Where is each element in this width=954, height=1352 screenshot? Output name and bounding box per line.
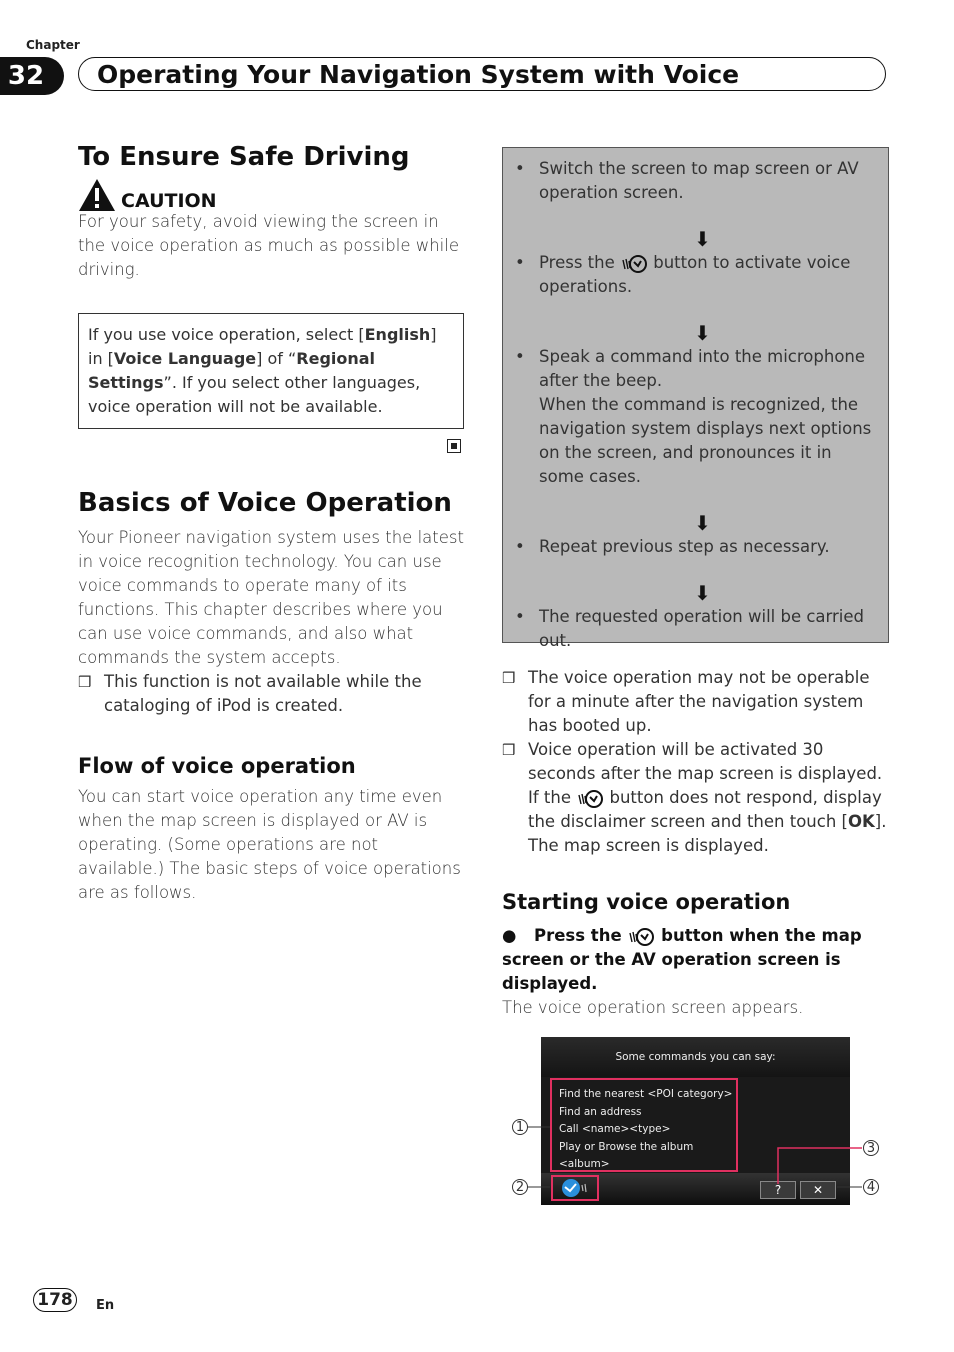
note-mark-icon: ❒: [502, 741, 516, 759]
step-2-text: Press the: [539, 253, 615, 272]
step-2-text: button to activate voice operations.: [539, 253, 851, 296]
page-number: 178: [33, 1288, 77, 1312]
voice-language-option: Voice Language: [113, 349, 257, 368]
step-3-text: Speak a command into the microphone after the beep.: [539, 347, 866, 390]
basics-text: Your Pioneer navigation system uses the latest in voice recognition technology. You can use voice commands to operate many of its functions. This chapter describes where you can use voice commands, and also what commands the system accepts.: [78, 528, 464, 667]
note-mark-icon: ❒: [78, 673, 92, 691]
down-arrow-icon: ⬇: [694, 321, 711, 345]
caution-text: For your safety, avoid viewing the screen in the voice operation as much as possible while driving.: [78, 212, 459, 279]
end-mark-icon: [447, 439, 461, 453]
starting-section: [502, 890, 888, 1020]
step-bullet: •: [515, 159, 525, 178]
down-arrow-icon: ⬇: [694, 511, 711, 535]
step-3-detail: When the command is recognized, the navigation system displays next options on the screen, and pronounces it in some cases.: [539, 395, 872, 486]
voice-button-icon: [627, 927, 655, 947]
safe-driving-heading: To Ensure Safe Driving: [78, 142, 410, 172]
box-text: If you use voice operation, select [: [88, 325, 365, 344]
flow-text: You can start voice operation any time even when the map screen is displayed or AV is operating. (Some operations are not available.) The basic steps of voice operations are as follows.: [78, 787, 461, 902]
note-mark-icon: ❒: [502, 669, 516, 687]
notes-section: [502, 666, 892, 858]
step-5-text: The requested operation will be carried out.: [539, 607, 865, 650]
step-bullet: •: [515, 537, 525, 556]
down-arrow-icon: ⬇: [694, 227, 711, 251]
warning-icon: [78, 178, 116, 212]
step-bullet: •: [515, 253, 525, 272]
command-item: Find the nearest <POI category>: [559, 1088, 733, 1100]
basics-note-text: This function is not available while the cataloging of iPod is created.: [104, 672, 422, 715]
instruction-text: button when the map screen or the AV operation screen is displayed.: [502, 926, 862, 993]
command-item: Play or Browse the album <album>: [559, 1140, 694, 1170]
box-text: ] in [: [88, 325, 437, 368]
command-item: Find an address: [559, 1105, 642, 1118]
basics-heading: Basics of Voice Operation: [78, 488, 452, 518]
ok-label: OK: [847, 812, 875, 831]
box-text: ”. If you select other languages, voice operation will not be available.: [88, 373, 421, 416]
step-2: [505, 251, 876, 299]
caution-title: CAUTION: [121, 190, 217, 212]
instruction-text: Press the: [534, 926, 622, 945]
callout-2: 2: [512, 1179, 528, 1195]
down-arrow-icon: ⬇: [694, 581, 711, 605]
step-4: [505, 535, 876, 559]
note-2-text: button does not respond, display the disclaimer screen and then touch [: [528, 788, 882, 831]
help-button[interactable]: ?: [760, 1181, 796, 1199]
regional-settings-option: Regional Settings: [88, 349, 376, 392]
note-1-text: The voice operation may not be operable for a minute after the navigation system has booted up.: [528, 668, 870, 735]
flow-heading: Flow of voice operation: [78, 754, 356, 778]
callout-1: 1: [512, 1119, 528, 1135]
starting-result: The voice operation screen appears.: [502, 998, 804, 1017]
command-item: Call <name><type>: [559, 1123, 671, 1135]
note-2: [502, 738, 892, 858]
language-label: En: [96, 1298, 115, 1313]
starting-heading: Starting voice operation: [502, 890, 791, 914]
note-2-text: The map screen is displayed.: [528, 836, 769, 855]
note-2-text: ].: [874, 812, 887, 831]
bullet-icon: ●: [502, 926, 517, 945]
step-bullet: •: [515, 347, 525, 366]
note-1: [502, 666, 892, 738]
basics-note: [78, 670, 466, 718]
step-1: [505, 157, 876, 205]
callout-lines: [500, 1100, 890, 1210]
note-2-text: Voice operation will be activated 30 seconds after the map screen is displayed.: [528, 740, 883, 783]
callout-3: 3: [863, 1140, 879, 1156]
note-2-text: If the: [528, 788, 571, 807]
chapter-number: 32: [0, 57, 64, 95]
close-button[interactable]: ✕: [800, 1181, 836, 1199]
voice-button-icon: [620, 254, 648, 274]
callout-4: 4: [863, 1179, 879, 1195]
voice-language-box: [78, 313, 464, 429]
step-1-text: Switch the screen to map screen or AV operation screen.: [539, 159, 859, 202]
chapter-label: Chapter: [26, 38, 80, 52]
starting-instruction: [502, 924, 888, 996]
screen-header: Some commands you can say:: [615, 1051, 776, 1063]
step-3: [505, 345, 876, 489]
steps-box: [502, 147, 889, 650]
step-4-text: Repeat previous step as necessary.: [539, 537, 830, 556]
safe-driving-section: [78, 142, 468, 282]
voice-button-icon: [576, 789, 604, 809]
flow-section: [78, 754, 468, 905]
english-option: English: [364, 325, 431, 344]
step-bullet: •: [515, 607, 525, 626]
basics-section: [78, 488, 466, 718]
chapter-title: Operating Your Navigation System with Voice: [78, 57, 886, 91]
step-5: [505, 605, 876, 653]
box-text: ] of “: [256, 349, 297, 368]
